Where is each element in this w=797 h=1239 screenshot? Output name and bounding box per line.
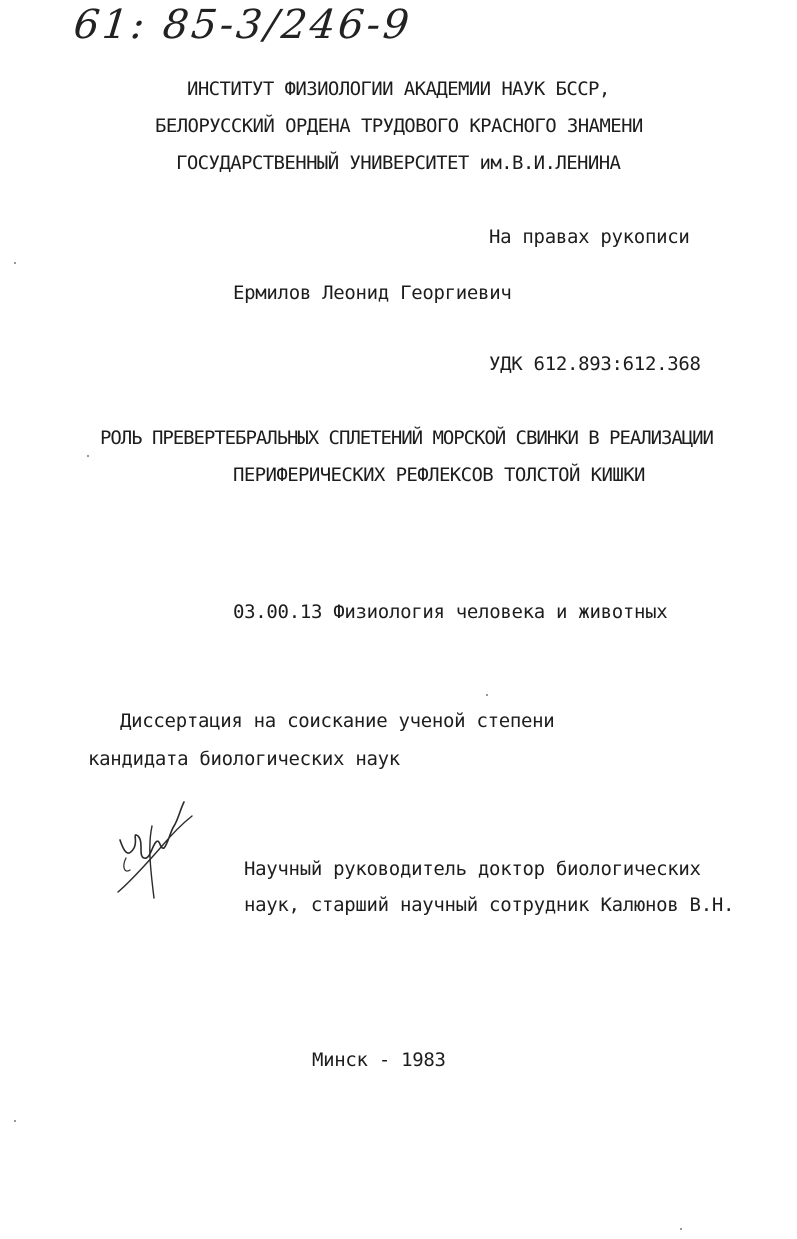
scan-speck [87,455,89,457]
scan-speck [14,1120,16,1122]
title-line-1: РОЛЬ ПРЕВЕРТЕБРАЛЬНЫХ СПЛЕТЕНИЙ МОРСКОЙ СВИНКИ В РЕАЛИЗАЦИИ [100,427,713,449]
specialty-code: 03.00.13 Физиология человека и животных [233,601,668,623]
supervisor-line-2: наук, старший научный сотрудник Калюнов В.Н. [244,894,735,916]
title-line-2: ПЕРИФЕРИЧЕСКИХ РЕФЛЕКСОВ ТОЛСТОЙ КИШКИ [233,464,645,486]
author-signature [108,796,198,900]
supervisor-line-1: Научный руководитель доктор биологических [244,858,701,880]
scan-speck [680,1228,682,1230]
manuscript-rights: На правах рукописи [489,226,690,248]
author-name: Ермилов Леонид Георгиевич [233,282,512,304]
archive-number-handwritten: 61: 85-3/246-9 [71,2,415,48]
scan-speck [486,694,488,696]
institution-line-3: ГОСУДАРСТВЕННЫЙ УНИВЕРСИТЕТ им.В.И.ЛЕНИНА [176,152,621,174]
institution-line-2: БЕЛОРУССКИЙ ОРДЕНА ТРУДОВОГО КРАСНОГО ЗНАМЕНИ [155,115,643,137]
dissertation-line-2: кандидата биологических наук [88,748,400,770]
scan-speck [14,262,16,264]
udk-code: УДК 612.893:612.368 [489,353,701,375]
institution-line-1: ИНСТИТУТ ФИЗИОЛОГИИ АКАДЕМИИ НАУК БССР, [187,78,610,100]
dissertation-line-1: Диссертация на соискание ученой степени [120,710,555,732]
place-and-year: Минск - 1983 [312,1049,446,1071]
